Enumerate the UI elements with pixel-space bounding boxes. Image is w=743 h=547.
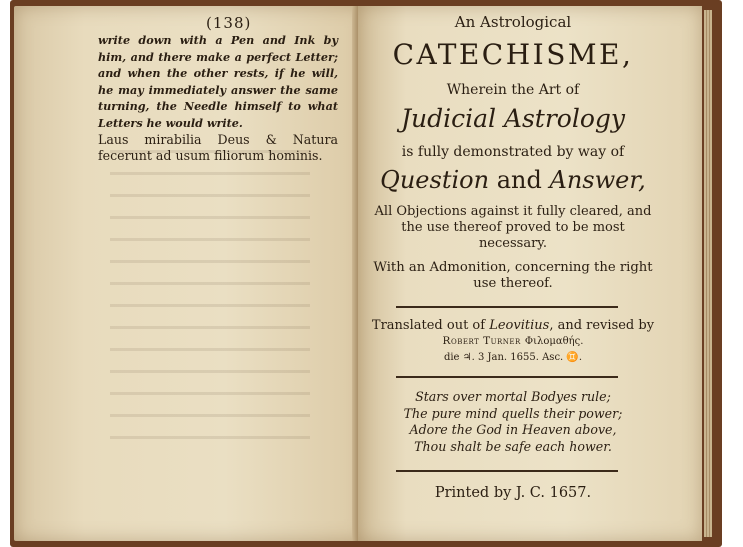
bleed-through-text [110,150,310,450]
translated-author: Leovitius [489,318,550,333]
page-number: (138) [206,14,252,32]
verse-block [368,389,658,455]
translator-name: Robert Turner [442,335,521,347]
qa-and: and [496,166,542,194]
left-page-text [98,32,338,163]
title-heading-small: An Astrological [454,13,572,31]
translated-suffix: , and revised by [549,318,655,333]
translation-credit [368,318,658,365]
title-admonition: With an Admonition, concerning the right use thereof. [373,260,653,291]
verse-line: The pure mind quells their power; [403,405,623,421]
qa-answer: Answer, [549,166,646,194]
rule-middle [396,376,618,378]
page-edges [704,10,712,537]
date-line: die ♃. 3 Jan. 1655. Asc. ♊. [443,352,583,363]
left-body-latin: Laus mirabilia Deus & Natura fecerunt ad usum filiorum hominis. [98,132,338,163]
translated-prefix: Translated out of [371,318,486,333]
title-line-fully: is fully demonstrated by way of [401,144,625,160]
qa-question: Question [380,166,490,194]
verse-line: Thou shalt be safe each hower. [414,438,612,454]
verse-line: Stars over mortal Bodyes rule; [415,389,611,404]
left-body-italic: write down with a Pen and Ink by him, and there make a perfect Letter; and when the other rests, if he will, he may immediately answer the same turning, the Needle himself to what Letters he would write. [98,33,338,130]
title-line-judicial: Judicial Astrology [400,104,626,133]
title-line-question-answer [368,166,658,194]
rule-bottom [396,470,618,472]
rule-top [396,306,618,308]
imprint: Printed by J. C. 1657. [434,485,592,501]
title-main: CATECHISME, [392,38,634,71]
title-line-wherein: Wherein the Art of [446,82,580,98]
translator-greek: Φιλομαθής. [524,336,584,347]
verse-line: Adore the God in Heaven above, [409,422,617,437]
title-objections: All Objections against it fully cleared, and the use thereof proved to be most necessary. [374,204,652,251]
